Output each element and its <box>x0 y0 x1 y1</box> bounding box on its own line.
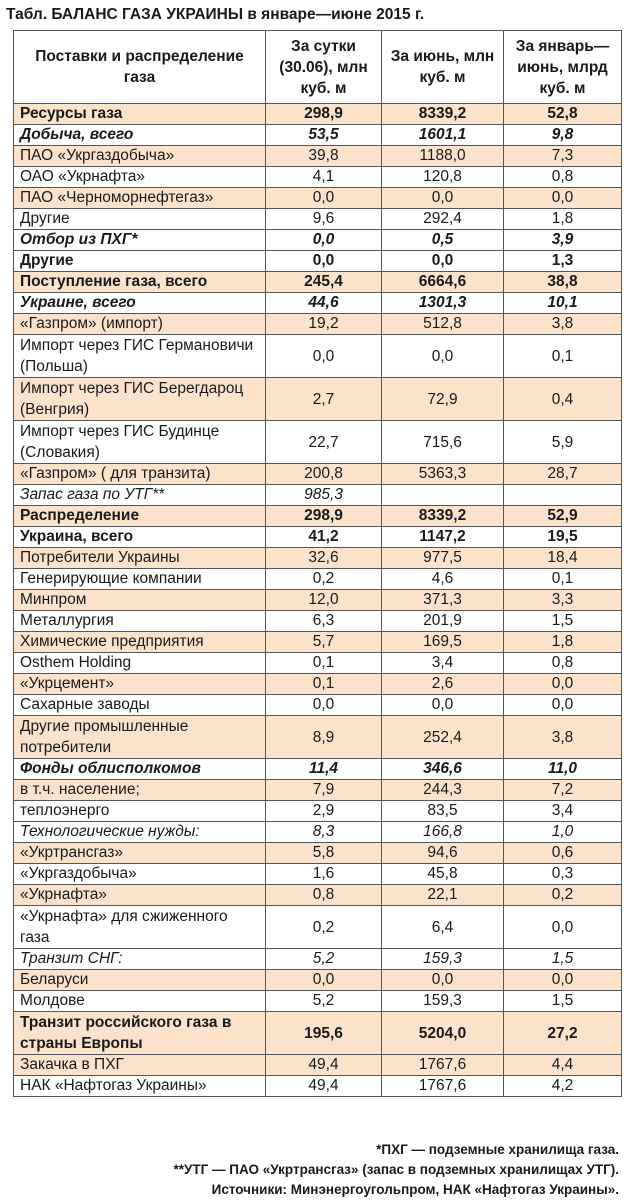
cell-per-day: 2,9 <box>266 801 382 822</box>
cell-per-june: 1147,2 <box>382 527 504 548</box>
table-row <box>14 759 622 780</box>
row-label: ПАО «Укргаздобыча» <box>14 146 266 167</box>
cell-per-day: 2,7 <box>266 378 382 421</box>
cell-jan-june: 7,3 <box>504 146 622 167</box>
cell-jan-june: 0,6 <box>504 843 622 864</box>
table-row <box>14 822 622 843</box>
row-label: Поступление газа, всего <box>14 272 266 293</box>
cell-jan-june: 9,8 <box>504 125 622 146</box>
cell-per-day: 19,2 <box>266 314 382 335</box>
row-label: в т.ч. население; <box>14 780 266 801</box>
cell-per-day: 49,4 <box>266 1055 382 1076</box>
table-row <box>14 167 622 188</box>
cell-per-day: 985,3 <box>266 485 382 506</box>
cell-per-day: 32,6 <box>266 548 382 569</box>
sources-note: Источники: Минэнергоугольпром, НАК «Нафтогаз Украины». <box>211 1182 619 1197</box>
cell-jan-june: 3,8 <box>504 314 622 335</box>
cell-jan-june: 19,5 <box>504 527 622 548</box>
cell-per-day: 6,3 <box>266 611 382 632</box>
cell-per-day: 7,9 <box>266 780 382 801</box>
cell-per-day: 0,8 <box>266 885 382 906</box>
cell-per-june: 72,9 <box>382 378 504 421</box>
cell-per-day: 8,3 <box>266 822 382 843</box>
row-label: «Укрнафта» для сжиженного газа <box>14 906 266 949</box>
row-label: «Газпром» (импорт) <box>14 314 266 335</box>
header-per-june: За июнь, млн куб. м <box>382 31 504 104</box>
cell-jan-june <box>504 485 622 506</box>
row-label: Добыча, всего <box>14 125 266 146</box>
row-label: Ресурсы газа <box>14 104 266 125</box>
table-row <box>14 104 622 125</box>
cell-per-june: 159,3 <box>382 949 504 970</box>
table-row <box>14 378 622 421</box>
cell-jan-june: 3,3 <box>504 590 622 611</box>
cell-per-june: 1767,6 <box>382 1076 504 1097</box>
cell-jan-june: 1,5 <box>504 991 622 1012</box>
row-label: теплоэнерго <box>14 801 266 822</box>
cell-per-day: 11,4 <box>266 759 382 780</box>
cell-per-june: 2,6 <box>382 674 504 695</box>
cell-jan-june: 1,3 <box>504 251 622 272</box>
cell-per-june: 6664,6 <box>382 272 504 293</box>
table-row <box>14 632 622 653</box>
cell-per-june: 8339,2 <box>382 506 504 527</box>
table-row <box>14 485 622 506</box>
table-row <box>14 146 622 167</box>
cell-per-day: 4,1 <box>266 167 382 188</box>
cell-per-day: 195,6 <box>266 1012 382 1055</box>
table-row <box>14 970 622 991</box>
cell-per-june: 0,0 <box>382 695 504 716</box>
cell-per-day: 8,9 <box>266 716 382 759</box>
cell-per-june: 715,6 <box>382 421 504 464</box>
row-label: Osthem Holding <box>14 653 266 674</box>
row-label: Украина, всего <box>14 527 266 548</box>
row-label: Отбор из ПХГ* <box>14 230 266 251</box>
table-title: Табл. БАЛАНС ГАЗА УКРАИНЫ в январе—июне 2015 г. <box>6 6 425 23</box>
cell-per-day: 5,2 <box>266 949 382 970</box>
cell-per-day: 41,2 <box>266 527 382 548</box>
row-label: Другие <box>14 251 266 272</box>
cell-per-june: 169,5 <box>382 632 504 653</box>
cell-jan-june: 0,8 <box>504 167 622 188</box>
cell-jan-june: 10,1 <box>504 293 622 314</box>
cell-jan-june: 1,8 <box>504 632 622 653</box>
cell-per-june: 371,3 <box>382 590 504 611</box>
table-row <box>14 230 622 251</box>
cell-jan-june: 4,2 <box>504 1076 622 1097</box>
row-label: ПАО «Черноморнефтегаз» <box>14 188 266 209</box>
row-label: «Газпром» ( для транзита) <box>14 464 266 485</box>
cell-per-june: 244,3 <box>382 780 504 801</box>
row-label: Химические предприятия <box>14 632 266 653</box>
cell-per-june: 292,4 <box>382 209 504 230</box>
table-row <box>14 527 622 548</box>
header-jan-june: За январь—июнь, млрд куб. м <box>504 31 622 104</box>
cell-per-june: 3,4 <box>382 653 504 674</box>
cell-per-day: 0,1 <box>266 674 382 695</box>
cell-per-june: 346,6 <box>382 759 504 780</box>
cell-jan-june: 1,0 <box>504 822 622 843</box>
cell-per-june: 0,0 <box>382 251 504 272</box>
cell-per-june: 0,5 <box>382 230 504 251</box>
row-label: Импорт через ГИС Берегдароц (Венгрия) <box>14 378 266 421</box>
table-row <box>14 209 622 230</box>
cell-per-day: 12,0 <box>266 590 382 611</box>
cell-per-june: 0,0 <box>382 188 504 209</box>
table-row <box>14 716 622 759</box>
table-row <box>14 1076 622 1097</box>
table-row <box>14 674 622 695</box>
cell-jan-june: 3,9 <box>504 230 622 251</box>
cell-per-day: 44,6 <box>266 293 382 314</box>
table-row <box>14 314 622 335</box>
table-header-row <box>14 31 622 104</box>
cell-per-june: 0,0 <box>382 970 504 991</box>
cell-per-day: 39,8 <box>266 146 382 167</box>
table-row <box>14 421 622 464</box>
row-label: Импорт через ГИС Будинце (Словакия) <box>14 421 266 464</box>
row-label: Транзит российского газа в страны Европы <box>14 1012 266 1055</box>
cell-jan-june: 28,7 <box>504 464 622 485</box>
table-row <box>14 780 622 801</box>
cell-jan-june: 0,1 <box>504 569 622 590</box>
row-label: «Укртрансгаз» <box>14 843 266 864</box>
table-row <box>14 885 622 906</box>
row-label: Фонды облисполкомов <box>14 759 266 780</box>
row-label: «Укрнафта» <box>14 885 266 906</box>
row-label: «Укрцемент» <box>14 674 266 695</box>
cell-jan-june: 0,2 <box>504 885 622 906</box>
cell-per-day: 1,6 <box>266 864 382 885</box>
cell-per-june: 5204,0 <box>382 1012 504 1055</box>
cell-jan-june: 0,0 <box>504 970 622 991</box>
cell-per-day: 0,0 <box>266 230 382 251</box>
cell-per-day: 298,9 <box>266 506 382 527</box>
row-label: Импорт через ГИС Германовичи (Польша) <box>14 335 266 378</box>
cell-jan-june: 3,4 <box>504 801 622 822</box>
cell-jan-june: 3,8 <box>504 716 622 759</box>
cell-per-june: 45,8 <box>382 864 504 885</box>
cell-per-june: 252,4 <box>382 716 504 759</box>
table-row <box>14 506 622 527</box>
cell-per-june: 201,9 <box>382 611 504 632</box>
cell-per-day: 0,0 <box>266 695 382 716</box>
row-label: Украине, всего <box>14 293 266 314</box>
cell-jan-june: 0,3 <box>504 864 622 885</box>
cell-per-june: 1601,1 <box>382 125 504 146</box>
cell-jan-june: 1,5 <box>504 949 622 970</box>
table-row <box>14 125 622 146</box>
cell-jan-june: 18,4 <box>504 548 622 569</box>
cell-per-june: 159,3 <box>382 991 504 1012</box>
table-row <box>14 548 622 569</box>
cell-per-june: 6,4 <box>382 906 504 949</box>
cell-per-day: 0,0 <box>266 970 382 991</box>
cell-jan-june: 52,9 <box>504 506 622 527</box>
cell-per-day: 0,2 <box>266 569 382 590</box>
row-label: Закачка в ПХГ <box>14 1055 266 1076</box>
row-label: ОАО «Укрнафта» <box>14 167 266 188</box>
row-label: Запас газа по УТГ** <box>14 485 266 506</box>
footnote-phg: *ПХГ — подземные хранилища газа. <box>376 1142 619 1157</box>
cell-jan-june: 0,0 <box>504 906 622 949</box>
cell-per-day: 5,8 <box>266 843 382 864</box>
cell-per-june: 5363,3 <box>382 464 504 485</box>
cell-per-june: 83,5 <box>382 801 504 822</box>
cell-per-june: 8339,2 <box>382 104 504 125</box>
table-body <box>14 104 622 1097</box>
cell-jan-june: 0,0 <box>504 188 622 209</box>
table-row <box>14 843 622 864</box>
table-row <box>14 801 622 822</box>
cell-per-day: 245,4 <box>266 272 382 293</box>
table-row <box>14 335 622 378</box>
cell-jan-june: 27,2 <box>504 1012 622 1055</box>
cell-per-june: 120,8 <box>382 167 504 188</box>
cell-jan-june: 1,5 <box>504 611 622 632</box>
cell-jan-june: 52,8 <box>504 104 622 125</box>
cell-per-day: 5,7 <box>266 632 382 653</box>
table-row <box>14 611 622 632</box>
table-row <box>14 1055 622 1076</box>
cell-per-day: 5,2 <box>266 991 382 1012</box>
row-label: Сахарные заводы <box>14 695 266 716</box>
cell-per-june: 166,8 <box>382 822 504 843</box>
row-label: Минпром <box>14 590 266 611</box>
header-per-day: За сутки (30.06), млн куб. м <box>266 31 382 104</box>
table-row <box>14 864 622 885</box>
cell-per-june: 977,5 <box>382 548 504 569</box>
gas-balance-table <box>13 30 622 1097</box>
cell-per-day: 0,1 <box>266 653 382 674</box>
table-row <box>14 272 622 293</box>
cell-jan-june: 4,4 <box>504 1055 622 1076</box>
cell-per-june: 1301,3 <box>382 293 504 314</box>
row-label: Распределение <box>14 506 266 527</box>
cell-jan-june: 1,8 <box>504 209 622 230</box>
table-row <box>14 590 622 611</box>
row-label: Другие <box>14 209 266 230</box>
cell-per-june: 1188,0 <box>382 146 504 167</box>
table-row <box>14 293 622 314</box>
table-row <box>14 464 622 485</box>
cell-jan-june: 0,1 <box>504 335 622 378</box>
table-row <box>14 1012 622 1055</box>
cell-jan-june: 0,8 <box>504 653 622 674</box>
cell-jan-june: 38,8 <box>504 272 622 293</box>
table-row <box>14 949 622 970</box>
cell-jan-june: 5,9 <box>504 421 622 464</box>
table-row <box>14 188 622 209</box>
row-label: Генерирующие компании <box>14 569 266 590</box>
row-label: Другие промышленные потребители <box>14 716 266 759</box>
cell-per-june: 512,8 <box>382 314 504 335</box>
row-label: Металлургия <box>14 611 266 632</box>
header-supply-distribution: Поставки и распределение газа <box>14 31 266 104</box>
cell-per-june: 0,0 <box>382 335 504 378</box>
row-label: НАК «Нафтогаз Украины» <box>14 1076 266 1097</box>
cell-jan-june: 11,0 <box>504 759 622 780</box>
cell-jan-june: 7,2 <box>504 780 622 801</box>
cell-per-june: 1767,6 <box>382 1055 504 1076</box>
table-row <box>14 695 622 716</box>
cell-per-june <box>382 485 504 506</box>
row-label: Молдове <box>14 991 266 1012</box>
table-row <box>14 569 622 590</box>
cell-per-day: 53,5 <box>266 125 382 146</box>
table-row <box>14 906 622 949</box>
cell-per-day: 22,7 <box>266 421 382 464</box>
cell-per-day: 0,2 <box>266 906 382 949</box>
cell-per-day: 200,8 <box>266 464 382 485</box>
cell-per-day: 9,6 <box>266 209 382 230</box>
cell-jan-june: 0,4 <box>504 378 622 421</box>
cell-per-day: 298,9 <box>266 104 382 125</box>
row-label: «Укргаздобыча» <box>14 864 266 885</box>
cell-jan-june: 0,0 <box>504 674 622 695</box>
table-row <box>14 251 622 272</box>
cell-per-day: 0,0 <box>266 335 382 378</box>
cell-per-day: 49,4 <box>266 1076 382 1097</box>
row-label: Потребители Украины <box>14 548 266 569</box>
cell-per-june: 22,1 <box>382 885 504 906</box>
cell-per-day: 0,0 <box>266 251 382 272</box>
row-label: Транзит СНГ: <box>14 949 266 970</box>
cell-per-june: 4,6 <box>382 569 504 590</box>
table-row <box>14 991 622 1012</box>
cell-per-day: 0,0 <box>266 188 382 209</box>
footnotes <box>173 1140 619 1200</box>
row-label: Беларуси <box>14 970 266 991</box>
footnote-utg: **УТГ — ПАО «Укртрансгаз» (запас в подземных хранилищах УТГ). <box>173 1162 619 1177</box>
cell-jan-june: 0,0 <box>504 695 622 716</box>
cell-per-june: 94,6 <box>382 843 504 864</box>
table-row <box>14 653 622 674</box>
row-label: Технологические нужды: <box>14 822 266 843</box>
